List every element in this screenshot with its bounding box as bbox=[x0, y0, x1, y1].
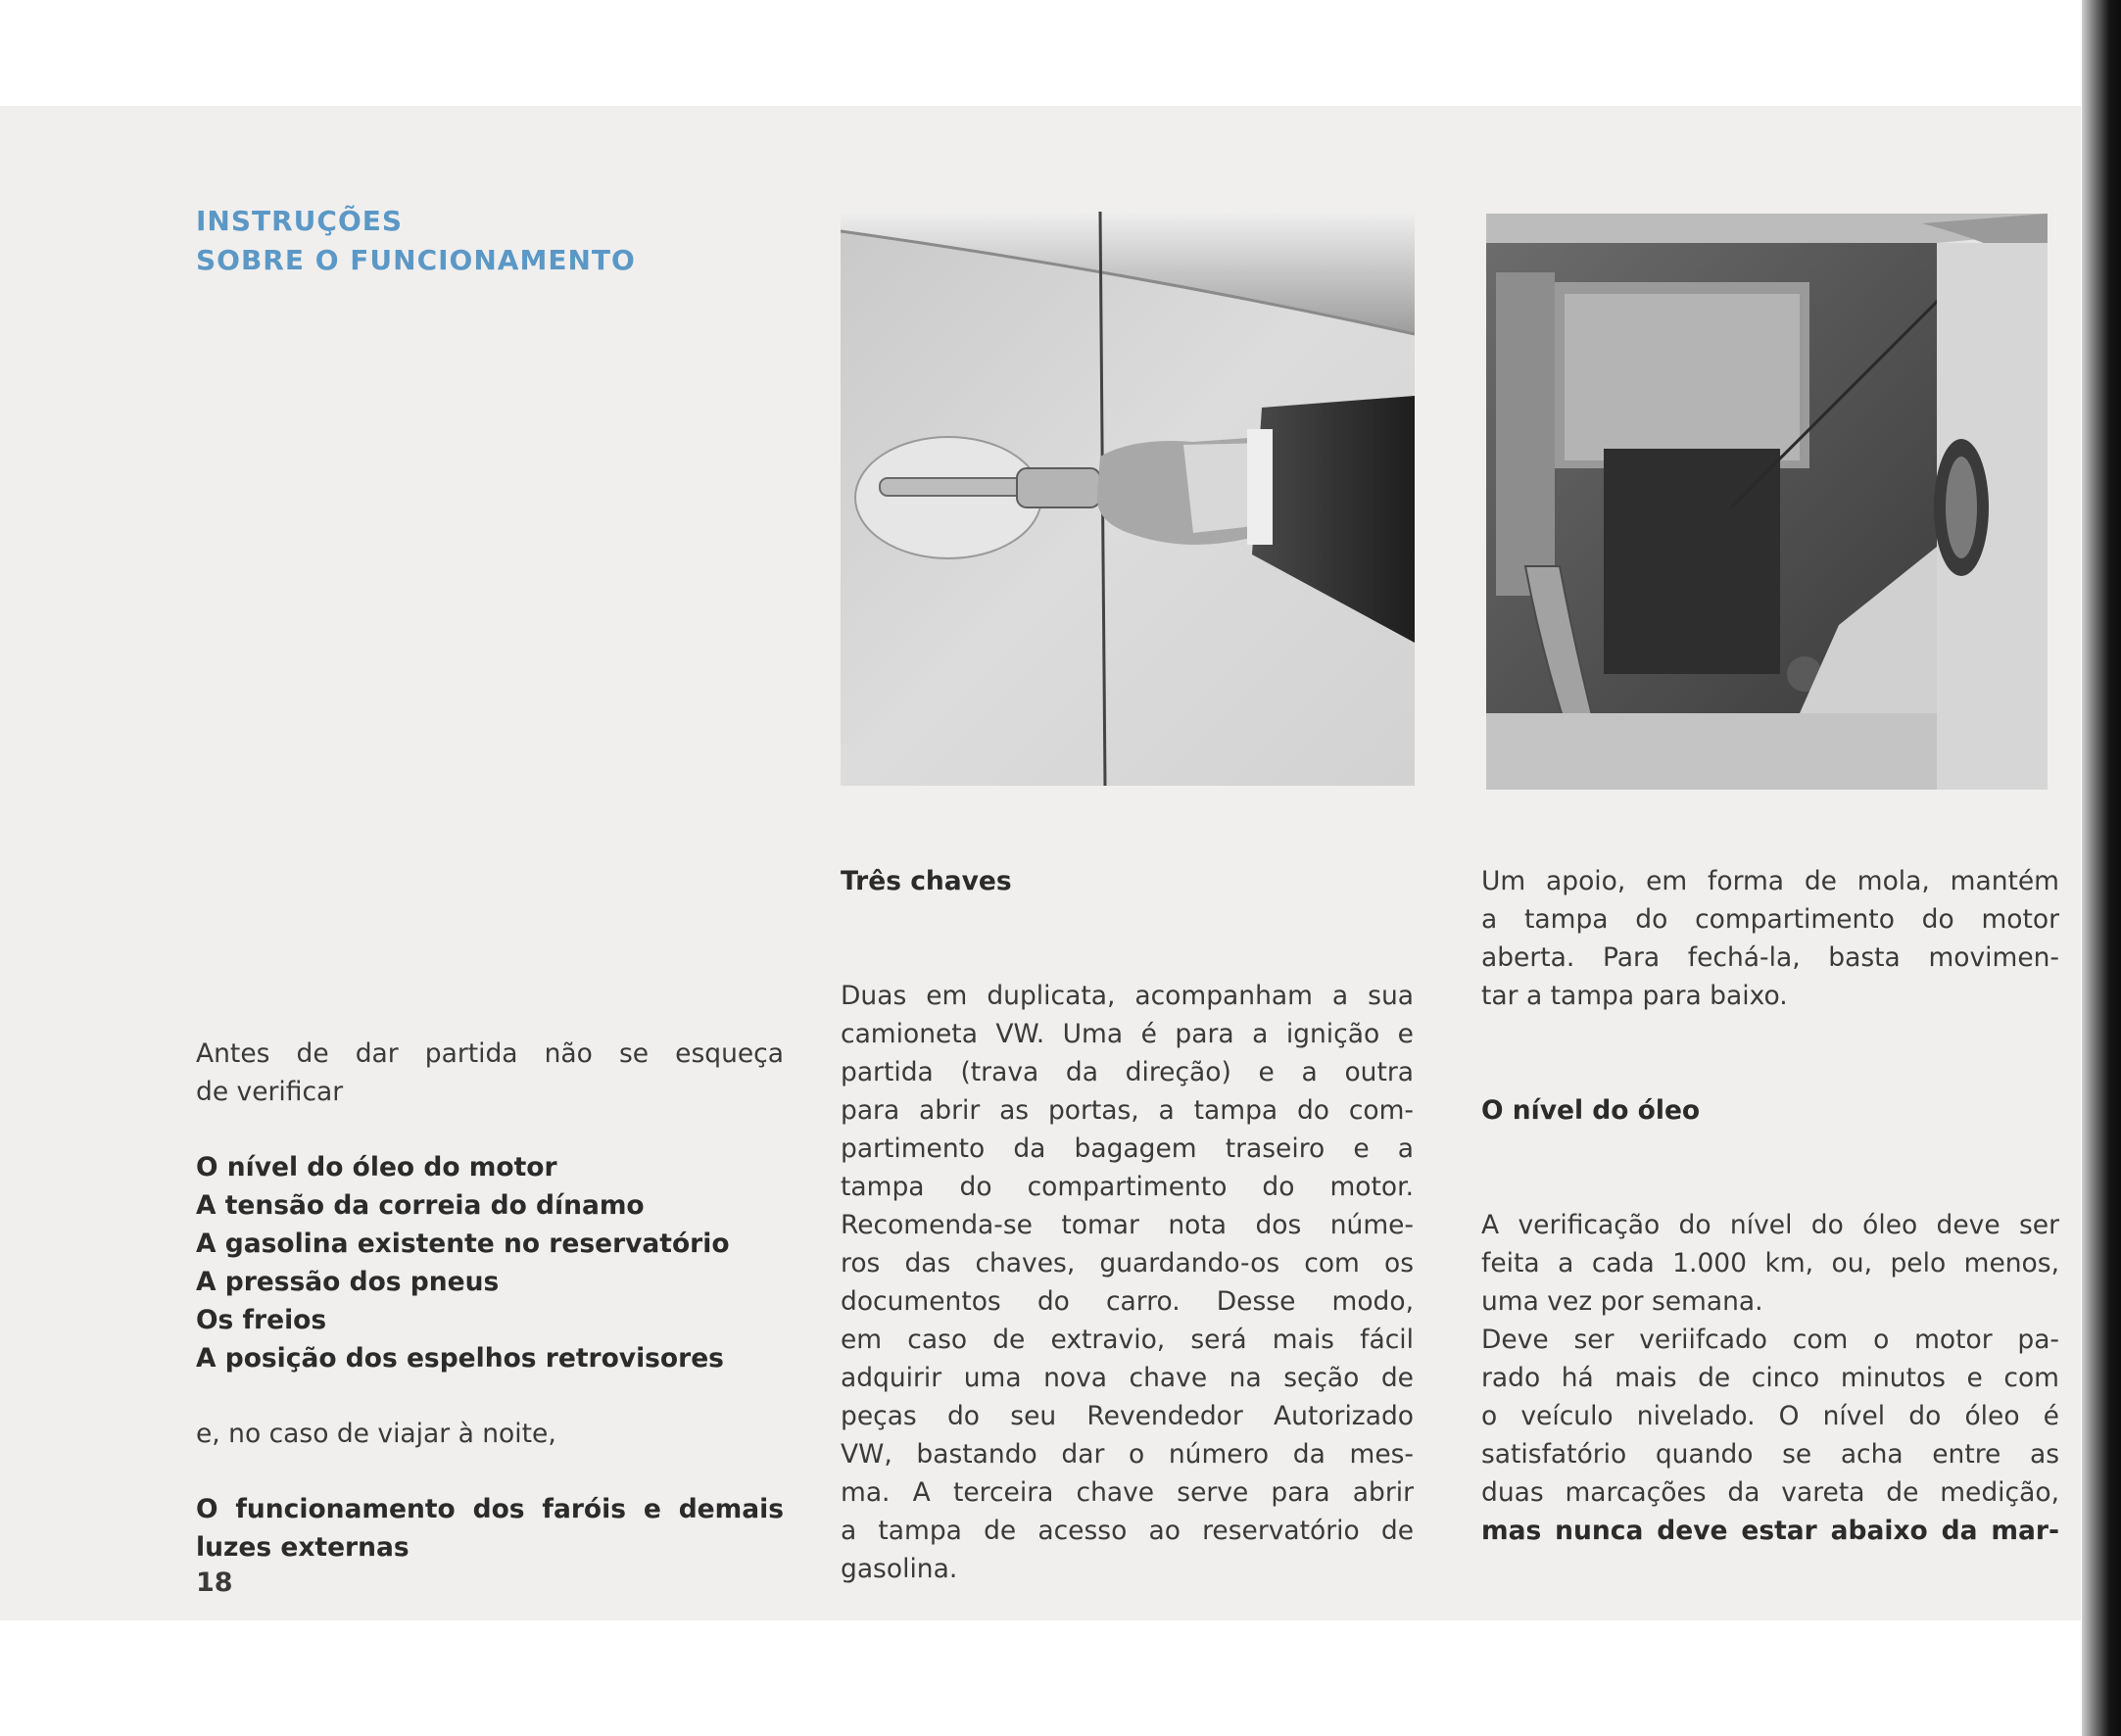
book-binding-edge bbox=[2082, 0, 2121, 1736]
body-line: a tampa de acesso ao reservatório de bbox=[841, 1516, 1414, 1546]
photo-door-key bbox=[841, 212, 1415, 786]
section-title-line-1: INSTRUÇÕES bbox=[196, 205, 404, 237]
photo-engine-compartment bbox=[1486, 214, 2048, 790]
body-line: Duas em duplicata, acompanham a sua bbox=[841, 981, 1414, 1011]
oil-line: o veículo nivelado. O nível do óleo é bbox=[1481, 1401, 2059, 1431]
left-column bbox=[196, 1035, 784, 1567]
oil-line: A verificação do nível do óleo deve ser bbox=[1481, 1210, 2059, 1240]
middle-column bbox=[841, 862, 1414, 1588]
body-line: peças do seu Revendedor Autorizado bbox=[841, 1401, 1414, 1431]
three-keys-heading: Três chaves bbox=[841, 866, 1012, 896]
spring-line: a tampa do compartimento do motor bbox=[1481, 904, 2059, 935]
checklist-item: O nível do óleo do motor bbox=[196, 1152, 557, 1182]
body-line: tampa do compartimento do motor. bbox=[841, 1172, 1414, 1202]
checklist-item: A gasolina existente no reservatório bbox=[196, 1229, 730, 1259]
oil-line: feita a cada 1.000 km, ou, pelo menos, bbox=[1481, 1248, 2059, 1278]
body-line: ros das chaves, guardando-os com os bbox=[841, 1248, 1414, 1278]
intro-line-2: de verificar bbox=[196, 1077, 344, 1107]
body-line: partida (trava da direção) e a outra bbox=[841, 1057, 1414, 1087]
spring-line: Um apoio, em forma de mola, mantém bbox=[1481, 866, 2059, 896]
night-item-line-2: luzes externas bbox=[196, 1532, 410, 1563]
body-line: gasolina. bbox=[841, 1554, 958, 1584]
body-line: VW, bastando dar o número da mes- bbox=[841, 1439, 1414, 1470]
intro-line-1: Antes de dar partida não se esqueça bbox=[196, 1038, 784, 1069]
night-item-line-1: O funcionamento dos faróis e demais bbox=[196, 1494, 784, 1524]
section-title bbox=[196, 202, 636, 280]
door-key-illustration bbox=[841, 212, 1415, 786]
page-number: 18 bbox=[196, 1567, 233, 1598]
body-line: Recomenda-se tomar nota dos núme- bbox=[841, 1210, 1414, 1240]
oil-level-heading: O nível do óleo bbox=[1481, 1095, 1701, 1126]
body-line: adquirir uma nova chave na seção de bbox=[841, 1363, 1414, 1393]
body-line: partimento da bagagem traseiro e a bbox=[841, 1133, 1414, 1164]
body-line: para abrir as portas, a tampa do com- bbox=[841, 1095, 1414, 1126]
oil-line: rado há mais de cinco minutos e com bbox=[1481, 1363, 2059, 1393]
section-title-line-2: SOBRE O FUNCIONAMENTO bbox=[196, 244, 636, 276]
spring-line: tar a tampa para baixo. bbox=[1481, 981, 1788, 1011]
body-line: ma. A terceira chave serve para abrir bbox=[841, 1477, 1414, 1508]
right-column bbox=[1481, 862, 2059, 1550]
night-line: e, no caso de viajar à noite, bbox=[196, 1419, 556, 1449]
engine-compartment-illustration bbox=[1486, 214, 2048, 790]
body-line: em caso de extravio, será mais fácil bbox=[841, 1325, 1414, 1355]
spring-line: aberta. Para fechá-la, basta movimen- bbox=[1481, 942, 2059, 973]
checklist-item: A pressão dos pneus bbox=[196, 1267, 500, 1297]
checklist-item: A posição dos espelhos retrovisores bbox=[196, 1343, 724, 1374]
body-line: documentos do carro. Desse modo, bbox=[841, 1286, 1414, 1317]
oil-warning-line: mas nunca deve estar abaixo da mar- bbox=[1481, 1516, 2059, 1546]
oil-line: satisfatório quando se acha entre as bbox=[1481, 1439, 2059, 1470]
body-line: camioneta VW. Uma é para a ignição e bbox=[841, 1019, 1414, 1049]
checklist-item: A tensão da correia do dínamo bbox=[196, 1190, 645, 1221]
oil-line: uma vez por semana. bbox=[1481, 1286, 1763, 1317]
checklist-item: Os freios bbox=[196, 1305, 327, 1335]
oil-line: duas marcações da vareta de medição, bbox=[1481, 1477, 2059, 1508]
oil-line: Deve ser veriifcado com o motor pa- bbox=[1481, 1325, 2059, 1355]
